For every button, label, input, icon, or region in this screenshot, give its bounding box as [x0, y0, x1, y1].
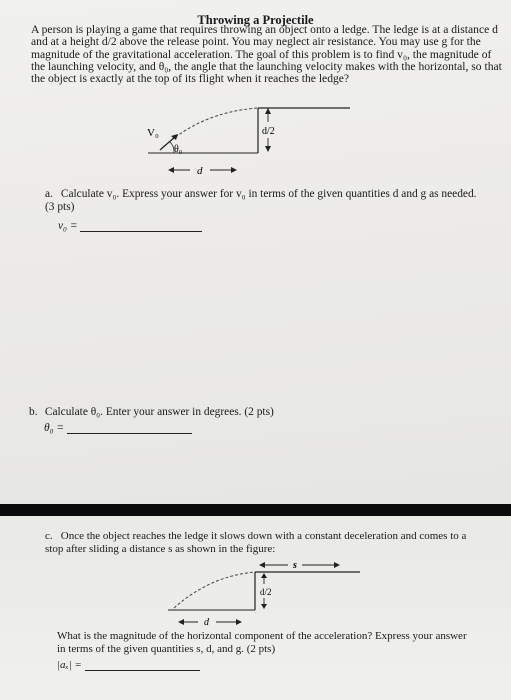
page-title: Throwing a Projectile: [197, 13, 314, 27]
part-c-text: Once the object reaches the ledge it slows down with a constant deceleration and comes to a stop after sliding a distance s as shown in the figure:: [45, 530, 467, 555]
part-b-answer-label: θ₀ =: [44, 422, 65, 434]
height-label: d/2: [260, 587, 272, 597]
height-arrowhead-down: [261, 604, 267, 609]
distance-label: d: [197, 165, 203, 177]
distance-arrowhead-right: [236, 619, 242, 625]
part-a-answer: [58, 219, 202, 232]
part-b-answer-blank[interactable]: [67, 421, 192, 434]
slide-arrowhead-right: [334, 562, 340, 568]
distance-arrowhead-left: [168, 167, 174, 173]
projectile-figure: [140, 100, 360, 180]
part-c-answer: [57, 658, 200, 671]
distance-label: d: [204, 617, 209, 628]
part-b-answer: [44, 421, 192, 434]
distance-arrowhead-left: [178, 619, 184, 625]
part-b-text: Calculate θ₀. Enter your answer in degrees. (2 pts): [44, 406, 274, 418]
part-c-answer-blank[interactable]: [85, 658, 200, 671]
part-a-answer-blank[interactable]: [80, 219, 202, 232]
trajectory-curve: [174, 572, 255, 608]
distance-arrowhead-right: [231, 167, 237, 173]
height-arrowhead-up: [265, 108, 271, 114]
problem-intro: [31, 24, 503, 85]
height-arrowhead-down: [265, 146, 271, 152]
part-a-question: [45, 188, 485, 214]
part-b-question: [29, 406, 469, 419]
part-c-answer-label: |aₓ| =: [57, 659, 82, 671]
slide-arrowhead-left: [259, 562, 265, 568]
part-a-answer-label: v₀ =: [58, 220, 78, 232]
intro-text: A person is playing a game that requires throwing an object onto a ledge. The ledge is at a distance d and at a height d/2 above the release point. You may neglect air resistance. You may use g for the magnitude of the gravitational acceleration. The goal of this problem is to find v₀, the magnitude of the launching velocity, and θ₀, the angle that the launching velocity makes with the horizontal, so that the object is exactly at the top of its flight when it reaches the ledge?: [31, 23, 502, 86]
slide-label: s: [293, 560, 297, 571]
part-c-question: [45, 530, 477, 555]
part-a-text: Calculate v₀. Express your answer for v₀ in terms of the given quantities d and g as needed. (3 pts): [45, 188, 477, 213]
ledge-slide-figure: [160, 558, 370, 630]
divider-bar: [0, 504, 511, 516]
part-c-label: c.: [45, 530, 53, 542]
part-a-label: a.: [45, 188, 53, 200]
height-arrowhead-up: [261, 573, 267, 578]
velocity-label: V₀: [147, 127, 159, 139]
part-c-question-text: What is the magnitude of the horizontal component of the acceleration? Express your answer in terms of the given quantities s, d, and g. (2 pts): [57, 630, 467, 655]
angle-label: θ₀: [174, 144, 183, 155]
part-b-label: b.: [29, 406, 38, 418]
part-c-followup: [57, 630, 477, 655]
height-label: d/2: [262, 126, 275, 137]
